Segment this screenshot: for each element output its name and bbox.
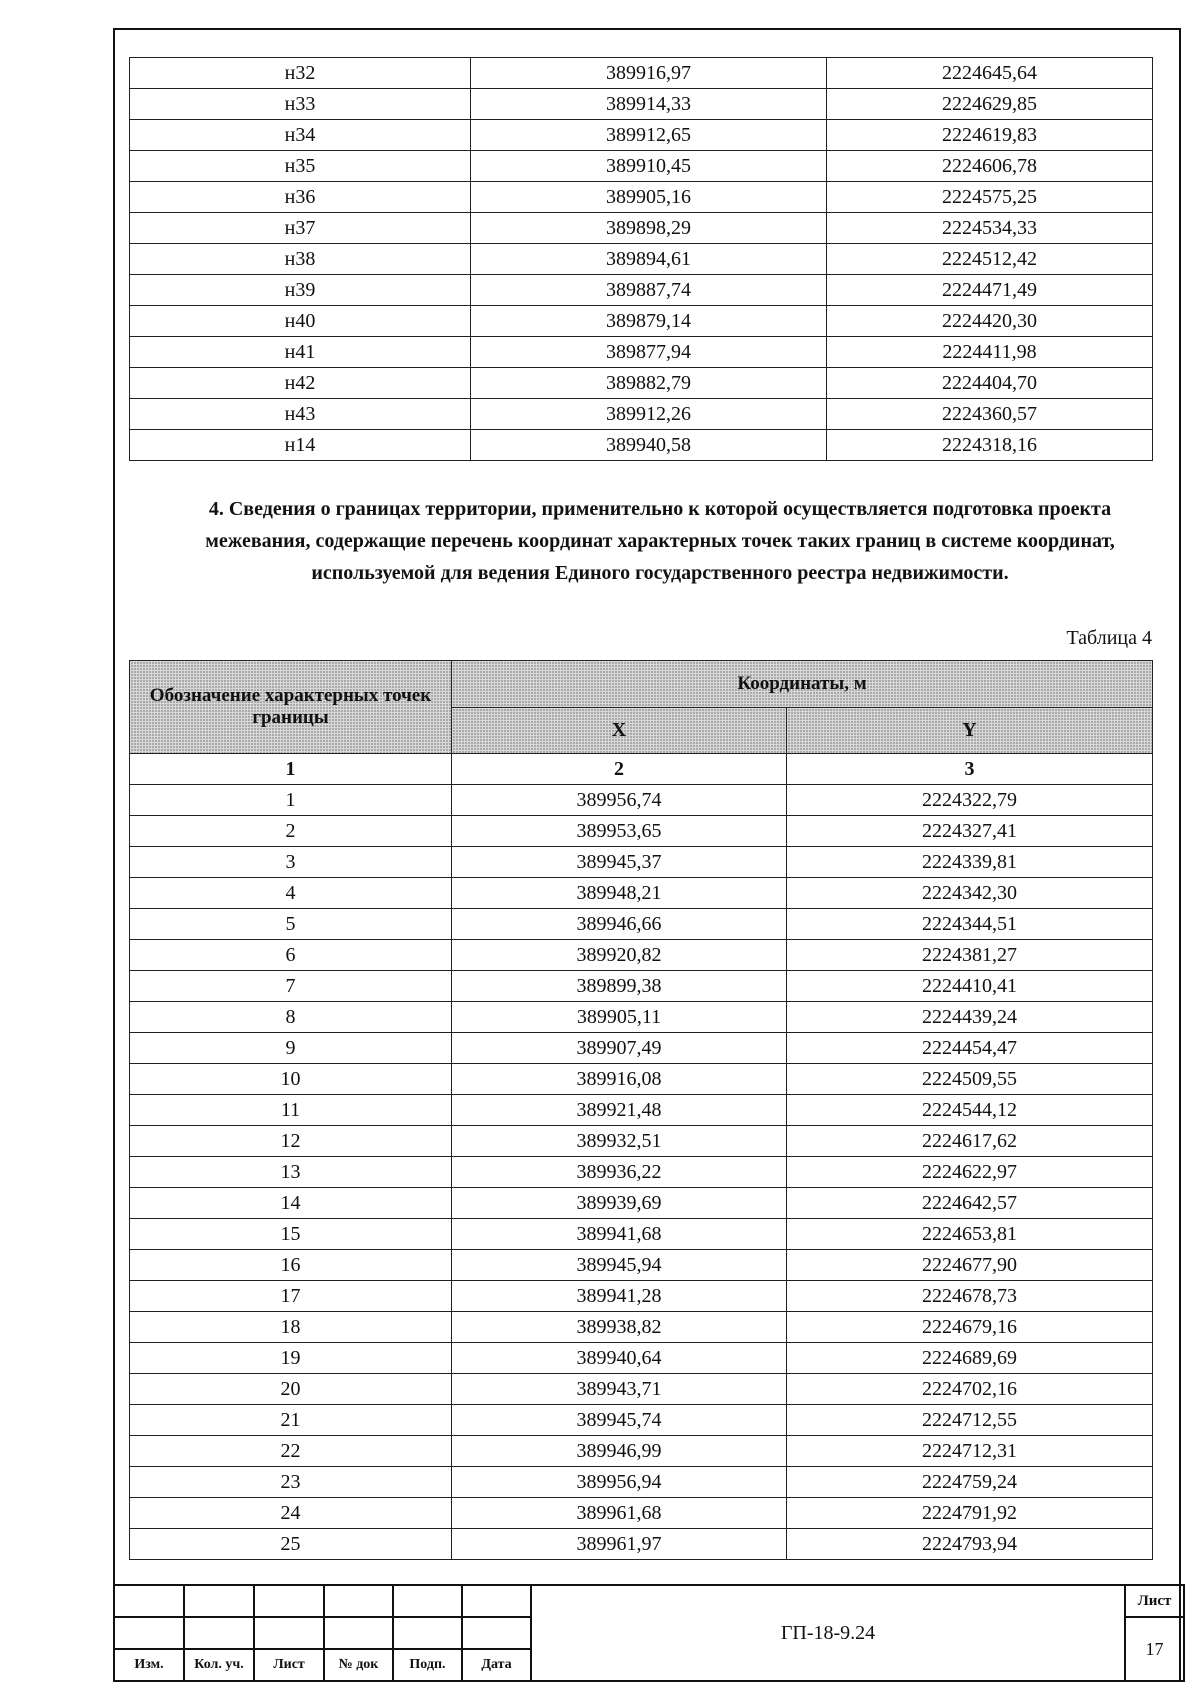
title-cell xyxy=(184,1617,254,1649)
table-row xyxy=(130,1312,1153,1343)
coord-y: 2224344,51 xyxy=(787,909,1153,940)
coord-y: 2224622,97 xyxy=(787,1157,1153,1188)
table-row xyxy=(130,151,1153,182)
coord-x: 389941,28 xyxy=(452,1281,787,1312)
coord-x: 389940,58 xyxy=(471,430,827,461)
title-cell xyxy=(114,1585,184,1617)
title-cell xyxy=(324,1585,393,1617)
point-id: 8 xyxy=(130,1002,452,1033)
coord-y: 2224342,30 xyxy=(787,878,1153,909)
table-row xyxy=(130,1281,1153,1312)
table-row xyxy=(130,1250,1153,1281)
point-id: 12 xyxy=(130,1126,452,1157)
coord-x: 389916,97 xyxy=(471,58,827,89)
point-id: н34 xyxy=(130,120,471,151)
point-id: н42 xyxy=(130,368,471,399)
header-point-designation: Обозначение характерных точек границы xyxy=(130,661,452,754)
table-row xyxy=(130,120,1153,151)
table-row xyxy=(130,1436,1153,1467)
title-cell xyxy=(324,1617,393,1649)
coord-x: 389916,08 xyxy=(452,1064,787,1095)
table-row xyxy=(130,306,1153,337)
point-id: 21 xyxy=(130,1405,452,1436)
point-id: 23 xyxy=(130,1467,452,1498)
point-id: н36 xyxy=(130,182,471,213)
point-id: н35 xyxy=(130,151,471,182)
point-id: 7 xyxy=(130,971,452,1002)
coord-y: 2224512,42 xyxy=(827,244,1153,275)
coord-x: 389898,29 xyxy=(471,213,827,244)
point-id: н39 xyxy=(130,275,471,306)
table-row xyxy=(130,1095,1153,1126)
coord-y: 2224471,49 xyxy=(827,275,1153,306)
coord-y: 2224339,81 xyxy=(787,847,1153,878)
table-row xyxy=(130,1529,1153,1560)
table-row xyxy=(130,182,1153,213)
coord-x: 389932,51 xyxy=(452,1126,787,1157)
coord-y: 2224454,47 xyxy=(787,1033,1153,1064)
table-row xyxy=(130,1374,1153,1405)
title-cell xyxy=(393,1617,462,1649)
coord-x: 389961,97 xyxy=(452,1529,787,1560)
coord-x: 389946,66 xyxy=(452,909,787,940)
table-row xyxy=(130,1033,1153,1064)
coord-y: 2224617,62 xyxy=(787,1126,1153,1157)
coord-x: 389887,74 xyxy=(471,275,827,306)
coord-y: 2224322,79 xyxy=(787,785,1153,816)
coord-x: 389945,37 xyxy=(452,847,787,878)
coord-y: 2224575,25 xyxy=(827,182,1153,213)
point-id: 4 xyxy=(130,878,452,909)
point-id: н40 xyxy=(130,306,471,337)
table-row xyxy=(130,368,1153,399)
coord-x: 389943,71 xyxy=(452,1374,787,1405)
coord-y: 2224439,24 xyxy=(787,1002,1153,1033)
coord-y: 2224606,78 xyxy=(827,151,1153,182)
point-id: 20 xyxy=(130,1374,452,1405)
point-id: 19 xyxy=(130,1343,452,1374)
title-cell xyxy=(393,1585,462,1617)
coord-y: 2224509,55 xyxy=(787,1064,1153,1095)
table-row xyxy=(130,1002,1153,1033)
table-row xyxy=(130,89,1153,120)
document-code: ГП-18-9.24 xyxy=(531,1585,1125,1681)
coord-y: 2224629,85 xyxy=(827,89,1153,120)
coordinates-table-continued xyxy=(129,57,1153,461)
coord-y: 2224677,90 xyxy=(787,1250,1153,1281)
coord-y: 2224689,69 xyxy=(787,1343,1153,1374)
table-row xyxy=(130,909,1153,940)
point-id: 15 xyxy=(130,1219,452,1250)
col-number-3: 3 xyxy=(787,754,1153,785)
coord-y: 2224653,81 xyxy=(787,1219,1153,1250)
table-4 xyxy=(129,660,1153,1560)
col-number-2: 2 xyxy=(452,754,787,785)
title-cell xyxy=(462,1617,531,1649)
coord-x: 389961,68 xyxy=(452,1498,787,1529)
coord-x: 389912,26 xyxy=(471,399,827,430)
point-id: 9 xyxy=(130,1033,452,1064)
sheet-number: 17 xyxy=(1125,1617,1184,1681)
point-id: 22 xyxy=(130,1436,452,1467)
point-id: 16 xyxy=(130,1250,452,1281)
coord-y: 2224404,70 xyxy=(827,368,1153,399)
coord-y: 2224645,64 xyxy=(827,58,1153,89)
header-x: X xyxy=(452,708,787,754)
point-id: н37 xyxy=(130,213,471,244)
point-id: 14 xyxy=(130,1188,452,1219)
table-row xyxy=(130,940,1153,971)
coord-x: 389956,94 xyxy=(452,1467,787,1498)
coord-y: 2224712,31 xyxy=(787,1436,1153,1467)
header-coordinates: Координаты, м xyxy=(452,661,1153,708)
point-id: н38 xyxy=(130,244,471,275)
label-podp: Подп. xyxy=(393,1649,462,1681)
point-id: 13 xyxy=(130,1157,452,1188)
point-id: 1 xyxy=(130,785,452,816)
coord-y: 2224381,27 xyxy=(787,940,1153,971)
table-row xyxy=(130,971,1153,1002)
table-row xyxy=(130,399,1153,430)
table-row xyxy=(130,785,1153,816)
coord-x: 389945,94 xyxy=(452,1250,787,1281)
table-row xyxy=(130,213,1153,244)
title-cell xyxy=(184,1585,254,1617)
table-row xyxy=(130,878,1153,909)
point-id: н41 xyxy=(130,337,471,368)
coord-x: 389894,61 xyxy=(471,244,827,275)
coord-x: 389879,14 xyxy=(471,306,827,337)
section-heading: 4. Сведения о границах территории, применительно к которой осуществляется подготовка проекта межевания, содержащие перечень координат характерных точек таких границ в системе координат, используемой для ведения Единого государственного реестра недвижимости. xyxy=(205,498,1115,584)
coord-y: 2224420,30 xyxy=(827,306,1153,337)
table-row xyxy=(130,275,1153,306)
coord-y: 2224793,94 xyxy=(787,1529,1153,1560)
point-id: н14 xyxy=(130,430,471,461)
table-row xyxy=(130,816,1153,847)
point-id: 25 xyxy=(130,1529,452,1560)
point-id: 17 xyxy=(130,1281,452,1312)
coord-x: 389910,45 xyxy=(471,151,827,182)
coord-y: 2224411,98 xyxy=(827,337,1153,368)
coord-y: 2224678,73 xyxy=(787,1281,1153,1312)
table-row xyxy=(130,1343,1153,1374)
coord-x: 389914,33 xyxy=(471,89,827,120)
coord-x: 389899,38 xyxy=(452,971,787,1002)
point-id: 3 xyxy=(130,847,452,878)
coord-x: 389946,99 xyxy=(452,1436,787,1467)
table-row xyxy=(130,1064,1153,1095)
coord-x: 389956,74 xyxy=(452,785,787,816)
coord-y: 2224642,57 xyxy=(787,1188,1153,1219)
sheet-label: Лист xyxy=(1125,1585,1184,1617)
coord-x: 389941,68 xyxy=(452,1219,787,1250)
coord-y: 2224410,41 xyxy=(787,971,1153,1002)
coord-x: 389905,11 xyxy=(452,1002,787,1033)
table-row xyxy=(130,337,1153,368)
label-kol-uch: Кол. уч. xyxy=(184,1649,254,1681)
coord-x: 389912,65 xyxy=(471,120,827,151)
table-row xyxy=(130,430,1153,461)
coord-y: 2224759,24 xyxy=(787,1467,1153,1498)
coord-x: 389920,82 xyxy=(452,940,787,971)
coord-y: 2224534,33 xyxy=(827,213,1153,244)
coord-y: 2224318,16 xyxy=(827,430,1153,461)
point-id: 24 xyxy=(130,1498,452,1529)
point-id: 11 xyxy=(130,1095,452,1126)
title-cell xyxy=(114,1617,184,1649)
point-id: 2 xyxy=(130,816,452,847)
table-row xyxy=(130,58,1153,89)
coord-y: 2224679,16 xyxy=(787,1312,1153,1343)
point-id: 18 xyxy=(130,1312,452,1343)
point-id: н43 xyxy=(130,399,471,430)
table-row xyxy=(130,244,1153,275)
title-cell xyxy=(254,1585,324,1617)
table-row xyxy=(130,1157,1153,1188)
coord-y: 2224619,83 xyxy=(827,120,1153,151)
coord-y: 2224791,92 xyxy=(787,1498,1153,1529)
point-id: н33 xyxy=(130,89,471,120)
label-n-dok: № док xyxy=(324,1649,393,1681)
table-row xyxy=(130,1405,1153,1436)
coord-x: 389921,48 xyxy=(452,1095,787,1126)
coord-x: 389953,65 xyxy=(452,816,787,847)
label-izm: Изм. xyxy=(114,1649,184,1681)
point-id: 6 xyxy=(130,940,452,971)
point-id: 5 xyxy=(130,909,452,940)
title-cell xyxy=(462,1585,531,1617)
coord-y: 2224360,57 xyxy=(827,399,1153,430)
coord-x: 389905,16 xyxy=(471,182,827,213)
table-caption: Таблица 4 xyxy=(1066,627,1152,649)
point-id: 10 xyxy=(130,1064,452,1095)
label-data: Дата xyxy=(462,1649,531,1681)
table-row xyxy=(130,1467,1153,1498)
header-y: Y xyxy=(787,708,1153,754)
coord-x: 389945,74 xyxy=(452,1405,787,1436)
coord-x: 389938,82 xyxy=(452,1312,787,1343)
title-cell xyxy=(254,1617,324,1649)
coord-x: 389939,69 xyxy=(452,1188,787,1219)
col-number-1: 1 xyxy=(130,754,452,785)
coord-y: 2224327,41 xyxy=(787,816,1153,847)
coord-y: 2224702,16 xyxy=(787,1374,1153,1405)
table-row xyxy=(130,1188,1153,1219)
table-row xyxy=(130,1219,1153,1250)
coord-y: 2224712,55 xyxy=(787,1405,1153,1436)
coord-x: 389877,94 xyxy=(471,337,827,368)
coord-x: 389907,49 xyxy=(452,1033,787,1064)
coord-x: 389948,21 xyxy=(452,878,787,909)
table-row xyxy=(130,1498,1153,1529)
coord-x: 389882,79 xyxy=(471,368,827,399)
point-id: н32 xyxy=(130,58,471,89)
coord-x: 389940,64 xyxy=(452,1343,787,1374)
title-block xyxy=(113,1584,1185,1682)
coord-x: 389936,22 xyxy=(452,1157,787,1188)
table-row xyxy=(130,1126,1153,1157)
table-row xyxy=(130,847,1153,878)
coord-y: 2224544,12 xyxy=(787,1095,1153,1126)
label-list: Лист xyxy=(254,1649,324,1681)
